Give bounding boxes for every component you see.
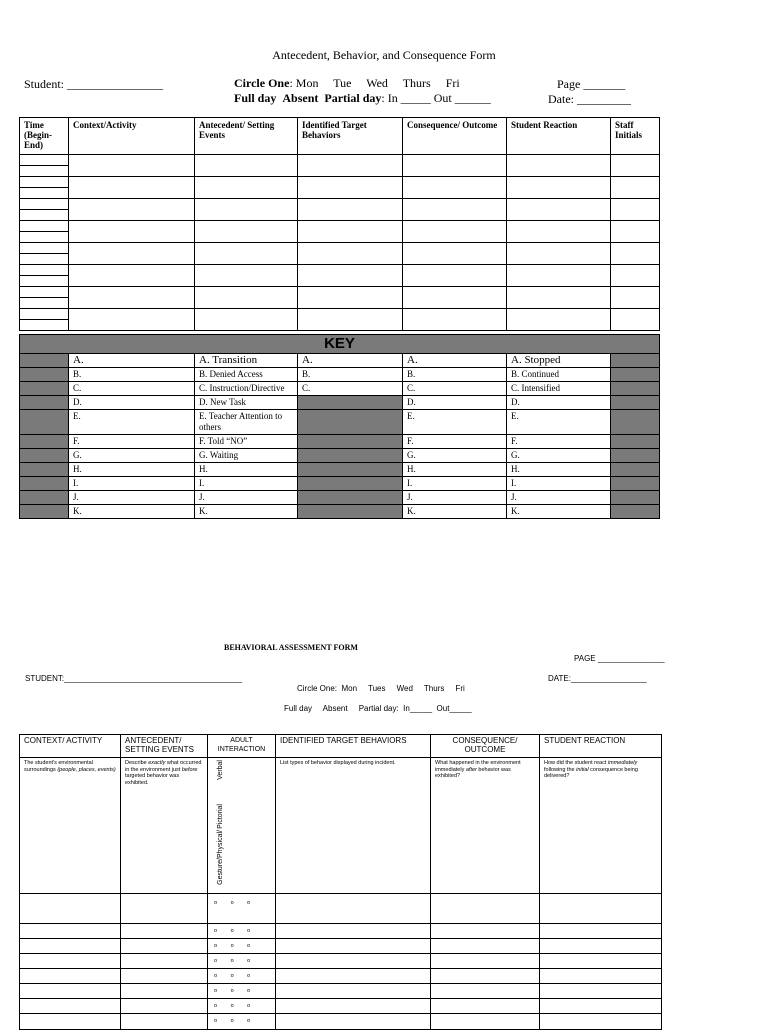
bf-entry-row	[20, 984, 662, 999]
key-cell	[298, 449, 403, 463]
key-row	[20, 435, 660, 449]
key-row	[20, 382, 660, 396]
entry-cell[interactable]	[507, 177, 611, 199]
desc-consequence: What happened in the environment immediately after behavior was exhibited?	[431, 758, 540, 894]
key-spacer	[611, 505, 660, 519]
entry-cell[interactable]	[403, 221, 507, 243]
bf-header-adult: ADULT INTERACTION	[208, 735, 276, 758]
key-cell	[298, 463, 403, 477]
bf-entry-cell[interactable]	[276, 894, 431, 924]
bf-entry-cell[interactable]	[540, 939, 662, 954]
time-cell[interactable]	[20, 199, 69, 221]
entry-cell[interactable]	[69, 265, 195, 287]
abc-table	[19, 117, 660, 331]
key-cell: A.	[403, 354, 507, 368]
key-cell: K.	[403, 505, 507, 519]
key-cell: F.	[507, 435, 611, 449]
bf-entry-cell[interactable]	[276, 1014, 431, 1030]
key-spacer	[611, 382, 660, 396]
bf-entry-cell[interactable]	[121, 954, 208, 969]
bf-entry-cell[interactable]	[121, 924, 208, 939]
bf-description-row	[20, 758, 662, 894]
header-context: Context/Activity	[69, 118, 195, 155]
key-cell: C.	[69, 382, 195, 396]
bf-entry-row	[20, 999, 662, 1014]
key-spacer	[20, 410, 69, 435]
entry-cell[interactable]	[507, 155, 611, 177]
entry-cell[interactable]	[298, 287, 403, 309]
key-cell: D. New Task	[195, 396, 298, 410]
bf-header-reaction: STUDENT REACTION	[540, 735, 662, 758]
entry-cell[interactable]	[195, 221, 298, 243]
key-spacer	[20, 368, 69, 382]
entry-cell[interactable]	[611, 177, 660, 199]
time-cell[interactable]	[20, 265, 69, 287]
date-field[interactable]: Date: _________	[548, 92, 631, 106]
entry-cell[interactable]	[195, 177, 298, 199]
entry-cell[interactable]	[195, 155, 298, 177]
bf-entry-row	[20, 1014, 662, 1030]
entry-cell[interactable]	[69, 221, 195, 243]
key-spacer	[20, 491, 69, 505]
entry-cell[interactable]	[69, 287, 195, 309]
key-cell: B.	[403, 368, 507, 382]
key-cell: H.	[195, 463, 298, 477]
key-cell: D.	[403, 396, 507, 410]
bf-page-field[interactable]: PAGE _______________	[574, 654, 665, 663]
bf-entry-cell[interactable]	[276, 969, 431, 984]
entry-cell[interactable]	[403, 309, 507, 331]
entry-cell[interactable]	[611, 309, 660, 331]
bf-entry-cell[interactable]	[276, 939, 431, 954]
page-field[interactable]: Page _______	[557, 77, 626, 91]
entry-cell[interactable]	[69, 155, 195, 177]
key-cell	[298, 491, 403, 505]
label-verbal: Verbal	[217, 760, 224, 780]
key-row	[20, 477, 660, 491]
entry-cell[interactable]	[69, 309, 195, 331]
bf-entry-cell[interactable]	[20, 1014, 121, 1030]
time-cell[interactable]	[20, 309, 69, 331]
entry-cell[interactable]	[403, 155, 507, 177]
abc-entry-row	[20, 199, 660, 221]
label-pictorial: Pictorial	[217, 804, 224, 829]
circle-one-label: Circle One	[234, 76, 290, 90]
bf-entry-cell[interactable]	[540, 999, 662, 1014]
entry-cell[interactable]	[403, 177, 507, 199]
key-spacer	[20, 463, 69, 477]
abc-header-row	[20, 118, 660, 155]
entry-cell[interactable]	[195, 309, 298, 331]
bf-entry-cell[interactable]	[20, 939, 121, 954]
key-cell: F.	[403, 435, 507, 449]
key-spacer	[611, 354, 660, 368]
key-cell	[298, 410, 403, 435]
key-spacer	[20, 477, 69, 491]
entry-cell[interactable]	[611, 243, 660, 265]
absent-option[interactable]: Absent	[282, 91, 319, 105]
adult-interaction-cell[interactable]: o o o	[208, 939, 276, 954]
entry-cell[interactable]	[298, 177, 403, 199]
key-spacer	[20, 354, 69, 368]
key-row	[20, 410, 660, 435]
behavior-table	[19, 734, 662, 1030]
partial-day-option[interactable]: Partial day	[324, 91, 382, 105]
key-cell: H.	[507, 463, 611, 477]
circle-one-days[interactable]: : Mon Tue Wed Thurs Fri	[289, 76, 460, 90]
bf-entry-cell[interactable]	[20, 969, 121, 984]
entry-cell[interactable]	[298, 221, 403, 243]
key-cell: H.	[403, 463, 507, 477]
key-title: KEY	[20, 335, 660, 354]
bf-entry-cell[interactable]	[540, 969, 662, 984]
bf-entry-cell[interactable]	[540, 1014, 662, 1030]
key-spacer	[611, 368, 660, 382]
header-time: Time (Begin-End)	[20, 118, 69, 155]
adult-interaction-cell[interactable]: o o o	[208, 1014, 276, 1030]
key-cell: E.	[69, 410, 195, 435]
entry-cell[interactable]	[507, 265, 611, 287]
key-spacer	[611, 435, 660, 449]
bf-entry-cell[interactable]	[20, 954, 121, 969]
adult-interaction-cell[interactable]: o o o	[208, 969, 276, 984]
key-cell: I.	[69, 477, 195, 491]
key-cell: A. Stopped	[507, 354, 611, 368]
bf-entry-cell[interactable]	[276, 999, 431, 1014]
key-row	[20, 368, 660, 382]
bf-header-context: CONTEXT/ ACTIVITY	[20, 735, 121, 758]
time-cell[interactable]	[20, 155, 69, 177]
adult-interaction-cell[interactable]: o o o	[208, 924, 276, 939]
adult-interaction-cell[interactable]: o o o	[208, 984, 276, 999]
entry-cell[interactable]	[195, 199, 298, 221]
entry-cell[interactable]	[611, 287, 660, 309]
student-field[interactable]: Student: ________________	[24, 77, 164, 91]
entry-cell[interactable]	[298, 243, 403, 265]
time-cell[interactable]	[20, 221, 69, 243]
key-cell: G. Waiting	[195, 449, 298, 463]
entry-cell[interactable]	[507, 287, 611, 309]
adult-interaction-labels	[208, 758, 276, 894]
key-row	[20, 396, 660, 410]
circle-one-line	[234, 76, 460, 91]
key-cell: G.	[403, 449, 507, 463]
header-target: Identified Target Behaviors	[298, 118, 403, 155]
bf-header-target: IDENTIFIED TARGET BEHAVIORS	[276, 735, 431, 758]
bf-entry-cell[interactable]	[121, 984, 208, 999]
entry-cell[interactable]	[611, 221, 660, 243]
bf-entry-cell[interactable]	[276, 984, 431, 999]
abc-entry-row	[20, 177, 660, 199]
abc-entry-row	[20, 221, 660, 243]
entry-cell[interactable]	[298, 265, 403, 287]
key-cell: J.	[403, 491, 507, 505]
key-cell: E.	[403, 410, 507, 435]
key-cell: B. Continued	[507, 368, 611, 382]
entry-cell[interactable]	[298, 309, 403, 331]
abc-entry-row	[20, 243, 660, 265]
bf-entry-cell[interactable]	[431, 894, 540, 924]
key-spacer	[20, 505, 69, 519]
header-reaction: Student Reaction	[507, 118, 611, 155]
key-spacer	[20, 435, 69, 449]
bf-entry-cell[interactable]	[540, 894, 662, 924]
key-cell: J.	[69, 491, 195, 505]
bf-entry-row	[20, 969, 662, 984]
desc-antecedent: Describe exactly what occurred in the environment just before targeted behavior was exhibited.	[121, 758, 208, 894]
key-cell: D.	[507, 396, 611, 410]
label-gesture-physical: Gesture/Physical/	[217, 830, 224, 885]
key-cell: K.	[507, 505, 611, 519]
entry-cell[interactable]	[69, 177, 195, 199]
key-cell	[298, 396, 403, 410]
bf-entry-cell[interactable]	[121, 969, 208, 984]
time-cell[interactable]	[20, 287, 69, 309]
key-table	[19, 334, 660, 519]
entry-cell[interactable]	[611, 265, 660, 287]
entry-cell[interactable]	[298, 199, 403, 221]
entry-cell[interactable]	[611, 199, 660, 221]
bf-student-field[interactable]: STUDENT:________________________________________	[25, 674, 243, 683]
bf-entry-cell[interactable]	[540, 984, 662, 999]
entry-cell[interactable]	[507, 243, 611, 265]
key-cell: G.	[69, 449, 195, 463]
bf-entry-cell[interactable]	[431, 969, 540, 984]
abc-entry-row	[20, 155, 660, 177]
key-cell: B. Denied Access	[195, 368, 298, 382]
bf-entry-row	[20, 939, 662, 954]
key-row	[20, 449, 660, 463]
bf-entry-cell[interactable]	[20, 924, 121, 939]
key-spacer	[611, 491, 660, 505]
entry-cell[interactable]	[403, 287, 507, 309]
key-spacer	[611, 396, 660, 410]
key-spacer	[611, 463, 660, 477]
abc-entry-row	[20, 265, 660, 287]
in-out-field[interactable]: : In _____ Out ______	[381, 91, 491, 105]
entry-cell[interactable]	[611, 155, 660, 177]
key-spacer	[20, 396, 69, 410]
bf-entry-cell[interactable]	[540, 954, 662, 969]
key-cell: I.	[195, 477, 298, 491]
key-row	[20, 505, 660, 519]
key-cell: B.	[69, 368, 195, 382]
header-initials: Staff Initials	[611, 118, 660, 155]
entry-cell[interactable]	[403, 243, 507, 265]
bf-entry-row	[20, 894, 662, 924]
key-cell: A.	[69, 354, 195, 368]
adult-interaction-cell[interactable]: o o o	[208, 999, 276, 1014]
key-spacer	[611, 477, 660, 491]
key-cell: E. Teacher Attention to others	[195, 410, 298, 435]
bf-entry-cell[interactable]	[540, 924, 662, 939]
adult-interaction-cell[interactable]: o o o	[208, 894, 276, 924]
key-cell: K.	[195, 505, 298, 519]
key-spacer	[20, 449, 69, 463]
bf-header-row	[20, 735, 662, 758]
key-cell: A.	[298, 354, 403, 368]
key-cell: I.	[403, 477, 507, 491]
key-cell	[298, 505, 403, 519]
abc-entry-row	[20, 309, 660, 331]
bf-day-line[interactable]: Full day Absent Partial day: In_____ Out_____	[284, 704, 472, 713]
entry-cell[interactable]	[507, 199, 611, 221]
key-row	[20, 463, 660, 477]
key-cell: F. Told “NO”	[195, 435, 298, 449]
key-cell: K.	[69, 505, 195, 519]
time-cell[interactable]	[20, 177, 69, 199]
entry-cell[interactable]	[507, 221, 611, 243]
key-spacer	[611, 410, 660, 435]
key-cell: C. Intensified	[507, 382, 611, 396]
entry-cell[interactable]	[195, 287, 298, 309]
key-cell: A. Transition	[195, 354, 298, 368]
abc-form-title: Antecedent, Behavior, and Consequence Form	[272, 48, 496, 62]
attendance-line	[234, 91, 491, 106]
key-cell: F.	[69, 435, 195, 449]
full-day-option[interactable]: Full day	[234, 91, 277, 105]
bf-entry-cell[interactable]	[20, 999, 121, 1014]
entry-cell[interactable]	[195, 243, 298, 265]
desc-reaction: How did the student react immediately following the initial consequence being delivered?	[540, 758, 662, 894]
header-consequence: Consequence/ Outcome	[403, 118, 507, 155]
time-cell[interactable]	[20, 243, 69, 265]
bf-entry-cell[interactable]	[20, 894, 121, 924]
bf-entry-cell[interactable]	[121, 894, 208, 924]
key-cell	[298, 435, 403, 449]
bf-entry-cell[interactable]	[121, 1014, 208, 1030]
bf-header-antecedent: ANTECEDENT/ SETTING EVENTS	[121, 735, 208, 758]
key-cell: E.	[507, 410, 611, 435]
bf-entry-cell[interactable]	[20, 984, 121, 999]
entry-cell[interactable]	[298, 155, 403, 177]
bf-entry-cell[interactable]	[431, 999, 540, 1014]
key-cell: H.	[69, 463, 195, 477]
entry-cell[interactable]	[195, 265, 298, 287]
key-cell: C.	[403, 382, 507, 396]
bf-entry-cell[interactable]	[431, 984, 540, 999]
key-cell: C. Instruction/Directive	[195, 382, 298, 396]
bf-entry-cell[interactable]	[431, 924, 540, 939]
abc-entry-row	[20, 287, 660, 309]
key-cell	[298, 477, 403, 491]
bf-entry-cell[interactable]	[431, 939, 540, 954]
key-cell: I.	[507, 477, 611, 491]
bf-entry-row	[20, 954, 662, 969]
header-antecedent: Antecedent/ Setting Events	[195, 118, 298, 155]
bf-entry-cell[interactable]	[276, 954, 431, 969]
key-cell: B.	[298, 368, 403, 382]
bf-entry-row	[20, 924, 662, 939]
key-cell: J.	[507, 491, 611, 505]
entry-cell[interactable]	[403, 265, 507, 287]
key-spacer	[20, 382, 69, 396]
entry-cell[interactable]	[69, 199, 195, 221]
key-cell: C.	[298, 382, 403, 396]
key-cell: G.	[507, 449, 611, 463]
desc-target: List types of behavior displayed during incident.	[276, 758, 431, 894]
desc-context: The student's environmental surroundings (people, places, events)	[20, 758, 121, 894]
entry-cell[interactable]	[69, 243, 195, 265]
key-row	[20, 491, 660, 505]
entry-cell[interactable]	[507, 309, 611, 331]
bf-header-consequence: CONSEQUENCE/ OUTCOME	[431, 735, 540, 758]
bf-entry-cell[interactable]	[121, 939, 208, 954]
entry-cell[interactable]	[403, 199, 507, 221]
key-spacer	[611, 449, 660, 463]
key-cell: J.	[195, 491, 298, 505]
bf-entry-cell[interactable]	[276, 924, 431, 939]
bf-circle-one[interactable]: Circle One: Mon Tues Wed Thurs Fri	[297, 684, 465, 693]
behavior-form-title: BEHAVIORAL ASSESSMENT FORM	[224, 643, 358, 652]
bf-date-field[interactable]: DATE:_________________	[548, 674, 647, 683]
bf-entry-cell[interactable]	[121, 999, 208, 1014]
key-cell: D.	[69, 396, 195, 410]
bf-entry-cell[interactable]	[431, 1014, 540, 1030]
bf-entry-cell[interactable]	[431, 954, 540, 969]
key-row	[20, 354, 660, 368]
adult-interaction-cell[interactable]: o o o	[208, 954, 276, 969]
